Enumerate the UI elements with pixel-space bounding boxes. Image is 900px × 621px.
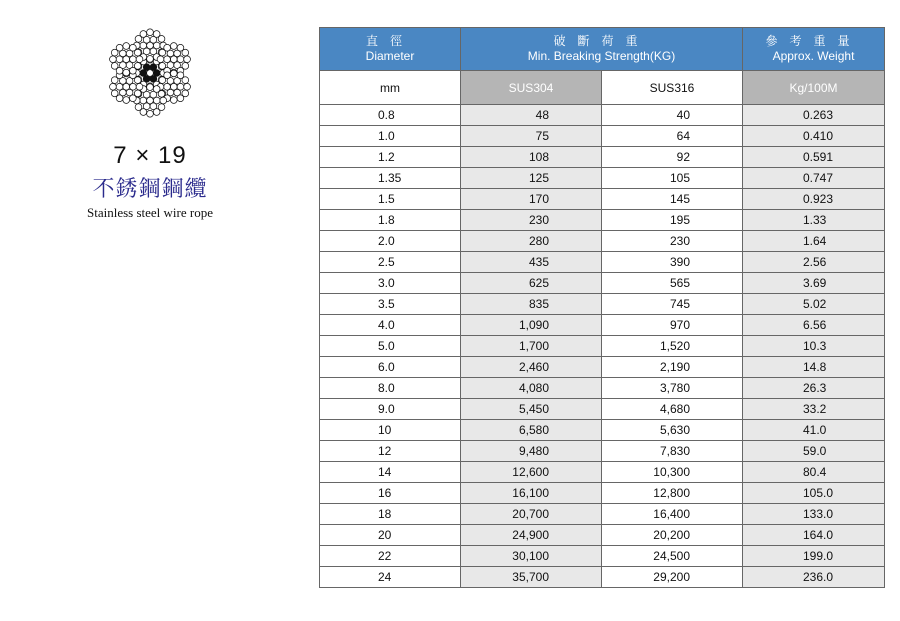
cell-weight: 10.3	[743, 336, 885, 357]
wire-strand-circle	[170, 97, 177, 104]
wire-strand-circle	[110, 83, 117, 90]
cell-diameter: 14	[320, 462, 461, 483]
strength-header-zh: 破斷荷重	[553, 34, 650, 48]
spec-table	[319, 27, 885, 588]
table-row	[320, 567, 885, 588]
cell-sus316: 105	[602, 168, 743, 189]
cell-sus304: 230	[461, 210, 602, 231]
cell-diameter: 4.0	[320, 315, 461, 336]
wire-strand-circle	[136, 83, 143, 90]
wire-strand-circle	[147, 55, 154, 62]
wire-strand-circle	[140, 31, 147, 38]
cell-sus304: 125	[461, 168, 602, 189]
cell-sus316: 1,520	[602, 336, 743, 357]
cell-diameter: 0.8	[320, 105, 461, 126]
cell-diameter: 2.5	[320, 252, 461, 273]
cell-sus304: 6,580	[461, 420, 602, 441]
wire-strand-circle	[123, 43, 130, 50]
wire-strand-circle	[110, 56, 117, 63]
weight-header-zh: 參考重量	[765, 34, 862, 48]
diameter-header-zh: 直徑	[365, 34, 414, 48]
cell-sus304: 625	[461, 273, 602, 294]
table-row	[320, 525, 885, 546]
cell-sus316: 7,830	[602, 441, 743, 462]
wire-strand-circle	[184, 83, 191, 90]
cell-diameter: 8.0	[320, 378, 461, 399]
wire-strand-circle	[111, 63, 118, 70]
cell-sus304: 75	[461, 126, 602, 147]
wire-strand-circle	[116, 44, 123, 51]
cell-diameter: 6.0	[320, 357, 461, 378]
cell-weight: 6.56	[743, 315, 885, 336]
table-row	[320, 483, 885, 504]
cell-sus304: 35,700	[461, 567, 602, 588]
cell-weight: 0.923	[743, 189, 885, 210]
wire-strand-circle	[136, 56, 143, 63]
cell-weight: 0.747	[743, 168, 885, 189]
cell-diameter: 24	[320, 567, 461, 588]
table-row	[320, 210, 885, 231]
cell-weight: 0.591	[743, 147, 885, 168]
strength-header	[461, 28, 743, 71]
table-row	[320, 252, 885, 273]
cell-sus316: 92	[602, 147, 743, 168]
cell-weight: 0.410	[743, 126, 885, 147]
cell-weight: 33.2	[743, 399, 885, 420]
unit-weight: Kg/100M	[743, 71, 885, 105]
table-row	[320, 168, 885, 189]
table-row	[320, 420, 885, 441]
cell-sus316: 4,680	[602, 399, 743, 420]
header-row	[320, 28, 885, 71]
wire-strand-circle	[147, 84, 154, 91]
cell-weight: 14.8	[743, 357, 885, 378]
cell-sus316: 64	[602, 126, 743, 147]
cell-sus304: 30,100	[461, 546, 602, 567]
cell-weight: 0.263	[743, 105, 885, 126]
table-row	[320, 378, 885, 399]
cell-sus304: 5,450	[461, 399, 602, 420]
unit-diameter: mm	[320, 71, 461, 105]
wire-strand-circle	[164, 44, 171, 51]
wire-strand-circle	[123, 97, 130, 104]
product-name-en: Stainless steel wire rope	[87, 205, 213, 220]
cell-sus304: 2,460	[461, 357, 602, 378]
cell-weight: 1.64	[743, 231, 885, 252]
cell-weight: 164.0	[743, 525, 885, 546]
cell-diameter: 12	[320, 441, 461, 462]
wire-strand-circle	[157, 56, 164, 63]
cell-sus304: 20,700	[461, 504, 602, 525]
table-row	[320, 546, 885, 567]
cell-diameter: 16	[320, 483, 461, 504]
table-row	[320, 189, 885, 210]
wire-strand-circle	[182, 49, 189, 56]
cell-weight: 80.4	[743, 462, 885, 483]
wire-strand-circle	[160, 97, 167, 104]
cell-diameter: 3.5	[320, 294, 461, 315]
weight-header	[743, 28, 885, 71]
unit-sus304: SUS304	[461, 71, 602, 105]
table-row	[320, 315, 885, 336]
cell-sus316: 145	[602, 189, 743, 210]
wire-strand-circle	[170, 43, 177, 50]
spec-table-container	[319, 27, 885, 588]
cell-diameter: 2.0	[320, 231, 461, 252]
cell-diameter: 22	[320, 546, 461, 567]
table-row	[320, 231, 885, 252]
cell-sus304: 170	[461, 189, 602, 210]
cell-sus304: 16,100	[461, 483, 602, 504]
cell-sus316: 230	[602, 231, 743, 252]
wire-strand-circle	[147, 29, 154, 36]
cell-sus304: 835	[461, 294, 602, 315]
cell-weight: 59.0	[743, 441, 885, 462]
cell-diameter: 1.5	[320, 189, 461, 210]
wire-strand-circle	[158, 36, 165, 43]
rope-construction: 7 × 19	[113, 142, 187, 169]
cell-diameter: 1.35	[320, 168, 461, 189]
wire-strand-circle	[111, 90, 118, 97]
cell-weight: 41.0	[743, 420, 885, 441]
cell-sus316: 745	[602, 294, 743, 315]
cell-weight: 5.02	[743, 294, 885, 315]
cell-diameter: 9.0	[320, 399, 461, 420]
cell-weight: 236.0	[743, 567, 885, 588]
strength-header-en: Min. Breaking Strength(KG)	[527, 49, 676, 63]
product-panel	[60, 18, 240, 221]
cell-sus316: 195	[602, 210, 743, 231]
wire-strand-circle	[177, 95, 184, 102]
wire-strand-circle	[158, 90, 165, 97]
wire-rope-cross-section-icon	[95, 18, 205, 128]
weight-header-en: Approx. Weight	[772, 49, 855, 63]
diameter-header	[320, 28, 461, 71]
cell-sus304: 1,700	[461, 336, 602, 357]
cell-sus304: 48	[461, 105, 602, 126]
cell-sus304: 280	[461, 231, 602, 252]
wire-strand-circle	[153, 109, 160, 116]
cell-sus304: 4,080	[461, 378, 602, 399]
cell-sus316: 565	[602, 273, 743, 294]
table-row	[320, 294, 885, 315]
cell-weight: 133.0	[743, 504, 885, 525]
cell-weight: 2.56	[743, 252, 885, 273]
cell-weight: 3.69	[743, 273, 885, 294]
diameter-header-en: Diameter	[365, 49, 415, 63]
cell-sus304: 108	[461, 147, 602, 168]
wire-strand-circle	[147, 110, 154, 117]
wire-strand-circle	[182, 77, 189, 84]
cell-diameter: 20	[320, 525, 461, 546]
table-row	[320, 126, 885, 147]
cell-weight: 26.3	[743, 378, 885, 399]
cell-sus316: 390	[602, 252, 743, 273]
cell-weight: 199.0	[743, 546, 885, 567]
wire-strand-circle	[135, 104, 142, 111]
cell-weight: 105.0	[743, 483, 885, 504]
table-row	[320, 399, 885, 420]
cell-sus316: 24,500	[602, 546, 743, 567]
unit-sus316: SUS316	[602, 71, 743, 105]
wire-strand-circle	[129, 95, 136, 102]
cell-sus304: 435	[461, 252, 602, 273]
table-row	[320, 105, 885, 126]
cell-sus304: 9,480	[461, 441, 602, 462]
spec-table-body	[320, 105, 885, 588]
cell-sus316: 970	[602, 315, 743, 336]
unit-row	[320, 71, 885, 105]
wire-strand-circle	[164, 72, 171, 79]
wire-strand-circle	[184, 56, 191, 63]
cell-weight: 1.33	[743, 210, 885, 231]
cell-diameter: 10	[320, 420, 461, 441]
table-row	[320, 336, 885, 357]
cell-diameter: 1.8	[320, 210, 461, 231]
cell-sus316: 12,800	[602, 483, 743, 504]
wire-strand-circle	[129, 67, 136, 74]
wire-strand-circle	[134, 77, 141, 84]
wire-strand-circle	[123, 69, 130, 76]
cell-diameter: 1.0	[320, 126, 461, 147]
cell-sus316: 10,300	[602, 462, 743, 483]
cell-sus316: 16,400	[602, 504, 743, 525]
table-row	[320, 441, 885, 462]
table-row	[320, 357, 885, 378]
cell-sus316: 5,630	[602, 420, 743, 441]
cell-diameter: 18	[320, 504, 461, 525]
cell-sus316: 2,190	[602, 357, 743, 378]
cell-diameter: 3.0	[320, 273, 461, 294]
cell-diameter: 5.0	[320, 336, 461, 357]
cell-sus316: 29,200	[602, 567, 743, 588]
product-name-zh: 不銹鋼鋼纜	[92, 177, 208, 202]
cell-sus304: 1,090	[461, 315, 602, 336]
table-row	[320, 462, 885, 483]
table-row	[320, 147, 885, 168]
table-row	[320, 504, 885, 525]
wire-strand-circle	[159, 63, 166, 70]
cell-sus304: 12,600	[461, 462, 602, 483]
wire-strand-circle	[170, 70, 177, 77]
cell-sus316: 3,780	[602, 378, 743, 399]
table-row	[320, 273, 885, 294]
cell-sus316: 40	[602, 105, 743, 126]
cell-sus304: 24,900	[461, 525, 602, 546]
cell-sus316: 20,200	[602, 525, 743, 546]
wire-strand-circle	[134, 49, 141, 56]
cell-diameter: 1.2	[320, 147, 461, 168]
